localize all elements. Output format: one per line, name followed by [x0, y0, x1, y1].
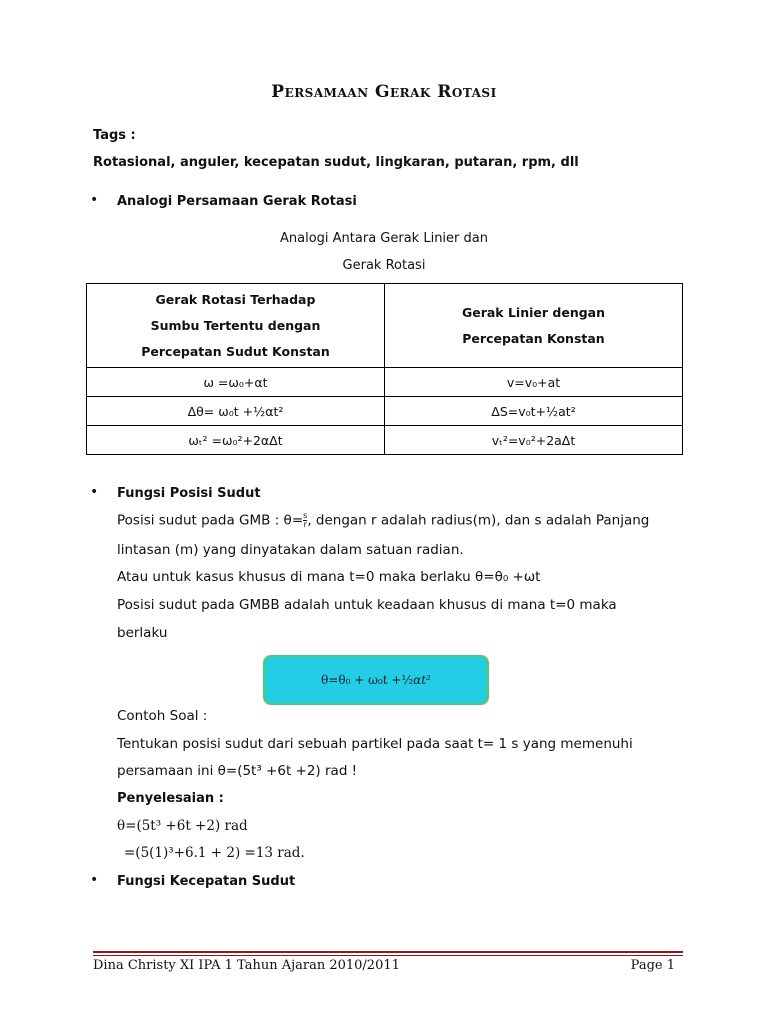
cell-text: ΔS=v₀t+ — [491, 403, 547, 419]
example-line2: persamaan ini θ=(5t³ +6t +2) rad ! — [117, 763, 358, 779]
posisi-line3: Atau untuk kasus khusus di mana t=0 maka berlaku θ=θ₀ +ωt — [117, 569, 541, 585]
table-row — [87, 397, 683, 426]
cell-text: Δθ= ω₀t + — [187, 403, 254, 419]
section-heading-kecepatan: Fungsi Kecepatan Sudut — [117, 874, 296, 889]
example-label: Contoh Soal : — [117, 708, 208, 724]
equation-box — [263, 655, 489, 705]
footer-author: Dina Christy XI IPA 1 Tahun Ajaran 2010/2011 — [93, 958, 400, 973]
bullet-icon: • — [90, 872, 99, 888]
page-number: Page 1 — [630, 958, 675, 973]
tags-label: Tags : — [93, 128, 136, 143]
tags-list: Rotasional, anguler, kecepatan sudut, lingkaran, putaran, rpm, dll — [93, 155, 579, 170]
posisi-line5: berlaku — [117, 625, 168, 641]
equation-tail: αt² — [413, 673, 431, 687]
solution-step1: θ=(5t³ +6t +2) rad — [117, 818, 248, 834]
posisi-line4: Posisi sudut pada GMBB adalah untuk keadaan khusus di mana t=0 maka — [117, 597, 617, 613]
header-left-line: Sumbu Tertentu dengan — [150, 317, 321, 333]
cell-text: αt² — [265, 403, 284, 419]
solution-label: Penyelesaian : — [117, 791, 224, 806]
bullet-icon: • — [90, 192, 99, 208]
table-cell — [87, 397, 385, 426]
example-line1: Tentukan posisi sudut dari sebuah partikel pada saat t= 1 s yang memenuhi — [117, 736, 633, 752]
table-cell: vₜ²=v₀²+2aΔt — [385, 426, 683, 455]
header-left-line: Percepatan Sudut Konstan — [141, 343, 330, 359]
table-cell — [385, 397, 683, 426]
header-right-line: Gerak Linier dengan — [461, 304, 606, 320]
text-span: , dengan r adalah radius(m), dan s adalah Panjang — [307, 512, 650, 529]
cell-fraction: ½ — [546, 403, 559, 419]
table-cell: ω =ω₀+αt — [87, 368, 385, 397]
table-caption-line1: Analogi Antara Gerak Linier dan — [280, 231, 488, 246]
header-left-line: Gerak Rotasi Terhadap — [155, 291, 316, 307]
footer-divider-thin — [93, 955, 683, 956]
section-heading-analogi: Analogi Persamaan Gerak Rotasi — [117, 194, 357, 209]
header-right-line: Percepatan Konstan — [462, 330, 605, 346]
analogy-table — [86, 283, 683, 455]
equation-text: θ=θ₀ + ω₀t + — [321, 673, 402, 687]
page-title: Persamaan Gerak Rotasi — [271, 82, 497, 102]
table-cell: ωₜ² =ω₀²+2αΔt — [87, 426, 385, 455]
section-heading-posisi: Fungsi Posisi Sudut — [117, 486, 261, 501]
posisi-line2: lintasan (m) yang dinyatakan dalam satuan radian. — [117, 542, 464, 558]
solution-step2: =(5(1)³+6.1 + 2) =13 rad. — [124, 845, 305, 861]
fraction-denominator: r — [303, 520, 307, 529]
table-caption-line2: Gerak Rotasi — [342, 258, 426, 273]
table-header-rotation — [87, 284, 385, 368]
cell-text: at² — [558, 403, 576, 419]
posisi-line1 — [117, 512, 649, 529]
footer-divider — [93, 951, 683, 953]
fraction-numerator: s — [303, 511, 308, 520]
equation-fraction: ½ — [401, 673, 414, 687]
table-header-linear — [385, 284, 683, 368]
table-cell: v=v₀+at — [385, 368, 683, 397]
table-row — [87, 426, 683, 455]
bullet-icon: • — [90, 484, 99, 500]
cell-fraction: ½ — [253, 403, 266, 419]
table-row — [87, 368, 683, 397]
text-span: Posisi sudut pada GMB : θ= — [117, 512, 304, 529]
